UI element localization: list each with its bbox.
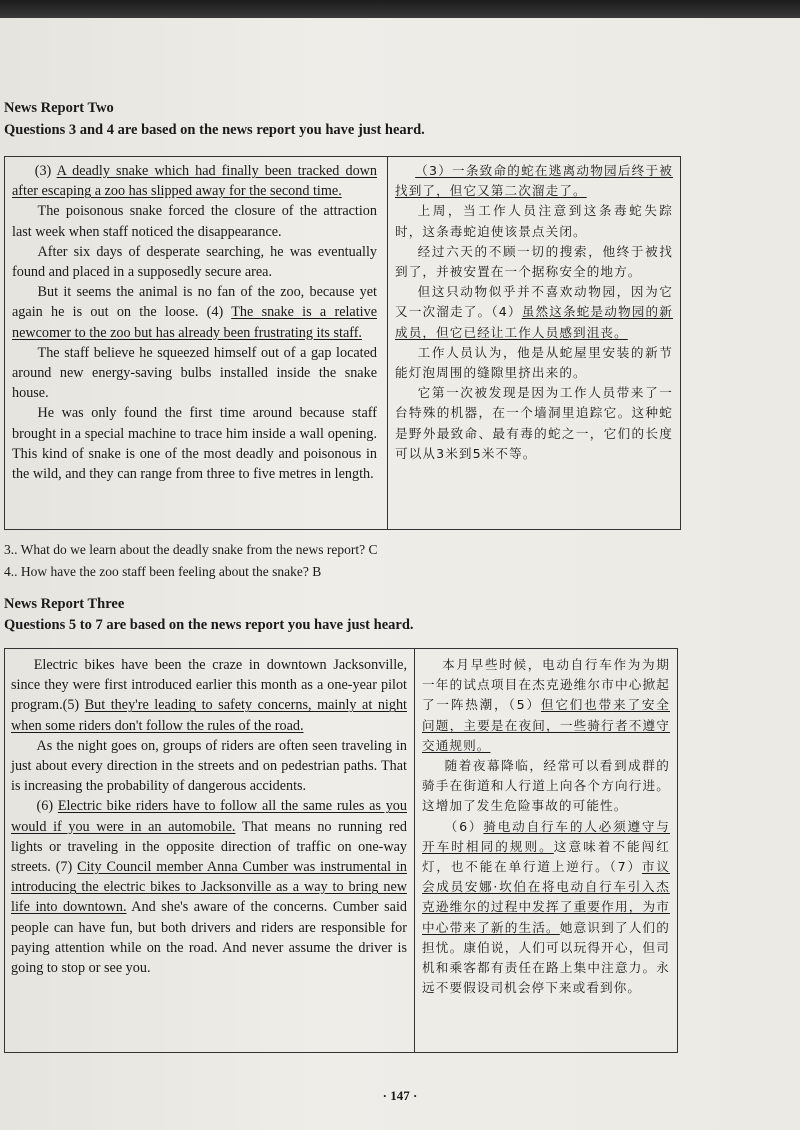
- report2-en-para-1: (3) A deadly snake which had finally been tracked down after escaping a zoo has slipped away for the second time.: [12, 163, 378, 200]
- report2-zh-para-6: 它第一次被发现是因为工作人员带来了一台特殊的机器，在一个墙洞里追踪它。这种蛇是野外最致命、最有毒的蛇之一，它们的长度可以从3米到5米不等。: [395, 385, 673, 461]
- report2-en-para-3: After six days of desperate searching, he was eventually found and placed in a supposedly secure area.: [12, 243, 377, 281]
- report3-transcript-box: [4, 648, 678, 1053]
- report3-zh-para-2: 随着夜幕降临，经常可以看到成群的骑手在街道和人行道上向各个方向行进。这增加了发生危险事故的可能性。: [422, 758, 670, 814]
- report3-english-column: [11, 655, 407, 978]
- report3-zh-para-3: （6）骑电动自行车的人必须遵守与开车时相同的规则。这意味着不能闯红灯，也不能在单行道上逆行。（7）市议会成员安娜·坎伯在将电动自行车引入杰克逊维尔的过程中发挥了重要作用，为市中心带来了新的生活。她意识到了人们的担忧。康伯说，人们可以玩得开心，但司机和乘客都有责任在路上集中注意力。永远不要假设司机会停下来或看到你。: [422, 818, 671, 996]
- report2-en-para-5: The staff believe he squeezed himself out of a gap located around new energy-saving bulbs installed inside the snake house.: [12, 344, 377, 402]
- report2-chinese-column: [395, 161, 673, 464]
- report2-zh-para-5: 工作人员认为，他是从蛇屋里安装的新节能灯泡周围的缝隙里挤出来的。: [395, 344, 673, 381]
- answer-6-underline: Electric bike riders have to follow all the same rules as you would if you were in an automobile.: [11, 798, 407, 835]
- question-4: 4.. How have the zoo staff been feeling about the snake? B: [4, 564, 322, 579]
- answer-7-underline: City Council member Anna Cumber was instrumental in introducing the electric bikes to Jacksonville as a way to bring new life into downtown.: [11, 859, 407, 916]
- report3-zh-para-1: 本月早些时候，电动自行车作为为期一年的试点项目在杰克逊维尔市中心掀起了一阵热潮，（5）但它们也带来了安全问题，主要是在夜间，一些骑行者不遵守交通规则。: [422, 657, 670, 753]
- report3-column-divider: [414, 649, 415, 1052]
- report3-instruction: Questions 5 to 7 are based on the news report you have just heard.: [4, 617, 414, 633]
- report3-chinese-column: [422, 655, 670, 998]
- answer-4-underline: The snake is a relative newcomer to the zoo but has already been frustrating its staff.: [12, 304, 377, 341]
- book-page: [0, 18, 800, 1130]
- report3-en-para-3: (6) Electric bike riders have to follow all the same rules as you would if you were in an automobile. That means no running red lights or traveling in the opposite direction of traffic on one-way streets. (7) City Council member Anna Cumber was instrumental in introducing the electric bikes to Jacksonville as a way to bring new life into downtown. And she's aware of the concerns. Cumber said people can have fun, but both drivers and riders are responsible for paying attention while on the road. And never assume the driver is going to stop or see you.: [11, 798, 407, 977]
- report2-zh-para-4: 但这只动物似乎并不喜欢动物园，因为它又一次溜走了。（4）虽然这条蛇是动物园的新成员，但它已经让工作人员感到沮丧。: [395, 284, 673, 340]
- page-number: · 147 ·: [382, 1088, 418, 1103]
- report3-en-para-1: Electric bikes have been the craze in downtown Jacksonville, since they were first introduced earlier this month as a one-year pilot program.(5) But they're leading to safety concerns, mainly at night when some riders don't follow the rules of the road.: [11, 657, 407, 734]
- report2-english-column: [12, 161, 377, 484]
- report2-en-para-6: He was only found the first time around because staff brought in a special machine to trace him inside a wall opening. This kind of snake is one of the most deadly and poisonous in the wild, and they can range from three to five metres in length.: [12, 405, 377, 483]
- report2-instruction: Questions 3 and 4 are based on the news report you have just heard.: [4, 122, 425, 138]
- answer-3-underline: A deadly snake which had finally been tracked down after escaping a zoo has slipped away for the second time.: [12, 163, 378, 200]
- report3-title: News Report Three: [4, 596, 125, 612]
- report2-en-para-4: But it seems the animal is no fan of the zoo, because yet again he is out on the loose. (4) The snake is a relative newcomer to the zoo but has already been frustrating its staff.: [12, 284, 377, 341]
- scan-top-edge: [0, 0, 800, 18]
- answer-5-underline: But they're leading to safety concerns, mainly at night when some riders don't follow the rules of the road.: [11, 697, 407, 734]
- report2-zh-para-3: 经过六天的不顾一切的搜索，他终于被找到了，并被安置在一个据称安全的地方。: [395, 243, 673, 280]
- report2-zh-para-1: （3）一条致命的蛇在逃离动物园后终于被找到了，但它又第二次溜走了。: [395, 163, 673, 199]
- report2-en-para-2: The poisonous snake forced the closure of the attraction last week when staff noticed the disappearance.: [12, 203, 377, 240]
- question-3: 3.. What do we learn about the deadly snake from the news report? C: [4, 542, 378, 557]
- report2-title: News Report Two: [4, 100, 114, 116]
- report2-zh-para-2: 上周，当工作人员注意到这条毒蛇失踪时，这条毒蛇迫使该景点关闭。: [395, 203, 673, 239]
- report3-en-para-2: As the night goes on, groups of riders are often seen traveling in just about every direction in the streets and on pedestrian paths. That is increasing the probability of dangerous accidents.: [11, 737, 407, 795]
- report2-column-divider: [387, 157, 388, 529]
- report2-transcript-box: [4, 156, 681, 530]
